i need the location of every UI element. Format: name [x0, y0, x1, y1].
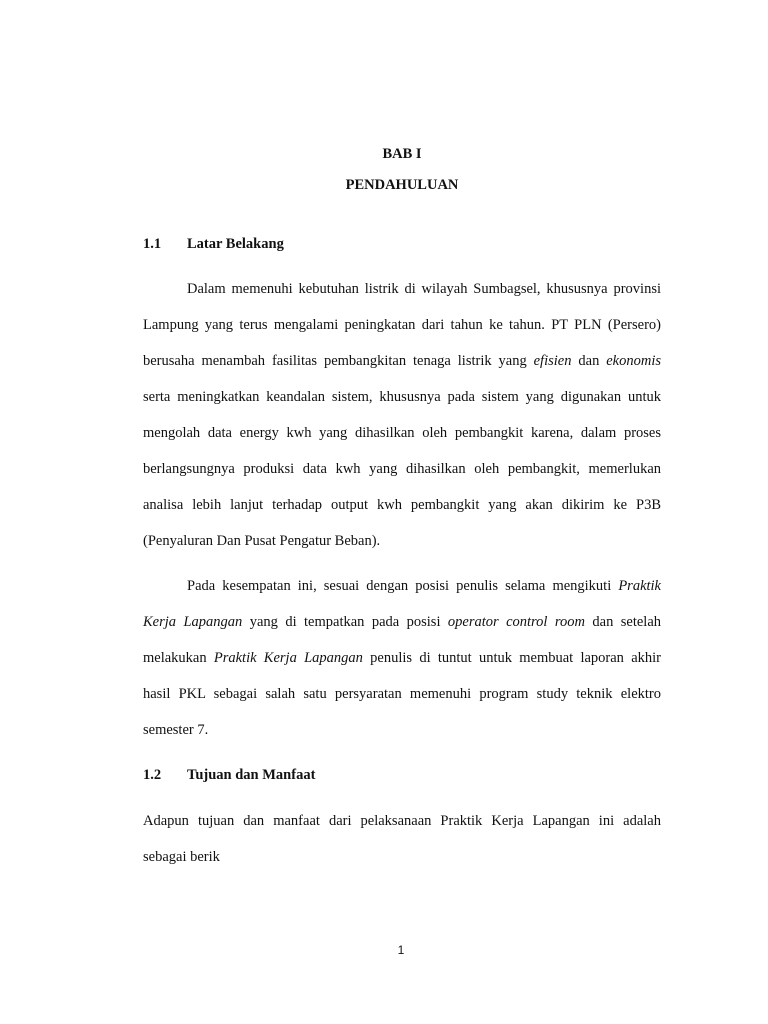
paragraph-tujuan: [143, 803, 661, 875]
text-line: Adapun tujuan dan manfaat dari pelaksanaan Praktik Kerja Lapangan ini adalah: [143, 813, 661, 829]
italic-term: ekonomis: [606, 353, 662, 369]
text-line: berusaha menambah fasilitas pembangkitan tenaga listrik yang efisien dan ekonomis: [143, 353, 662, 369]
section-title: Latar Belakang: [187, 236, 284, 252]
text-line: (Penyaluran Dan Pusat Pengatur Beban).: [143, 533, 381, 549]
text-line: berlangsungnya produksi data kwh yang dihasilkan oleh pembangkit, memerlukan: [143, 461, 661, 477]
text-line: mengolah data energy kwh yang dihasilkan oleh pembangkit karena, dalam proses: [143, 425, 661, 441]
paragraph-latar-belakang: [143, 271, 661, 559]
text-line: melakukan Praktik Kerja Lapangan penulis di tuntut untuk membuat laporan akhir: [143, 650, 661, 666]
italic-term: efisien: [533, 353, 572, 369]
page-number: 1: [397, 943, 405, 957]
text-line: Kerja Lapangan yang di tempatkan pada posisi operator control room dan setelah: [143, 614, 661, 630]
text-line: hasil PKL sebagai salah satu persyaratan memenuhi program study teknik elektro: [143, 686, 661, 702]
text-line: serta meningkatkan keandalan sistem, khususnya pada sistem yang digunakan untuk: [143, 389, 661, 405]
italic-term: Praktik Kerja Lapangan: [213, 650, 363, 666]
chapter-label: BAB I: [382, 146, 422, 162]
text-line: semester 7.: [143, 722, 209, 738]
section-number: 1.1: [143, 236, 162, 252]
italic-term: operator control room: [447, 614, 585, 630]
text-line: Lampung yang terus mengalami peningkatan dari tahun ke tahun. PT PLN (Persero): [143, 317, 661, 333]
paragraph-kesempatan: [143, 568, 661, 748]
text-line: analisa lebih lanjut terhadap output kwh pembangkit yang akan dikirim ke P3B: [143, 497, 661, 513]
italic-term: Praktik: [618, 578, 661, 594]
text-line: sebagai berik: [143, 849, 220, 865]
text-line: Dalam memenuhi kebutuhan listrik di wilayah Sumbagsel, khususnya provinsi: [187, 281, 661, 297]
chapter-title: PENDAHULUAN: [345, 177, 459, 193]
section-heading-1-2: [143, 767, 315, 784]
section-number: 1.2: [143, 767, 162, 783]
section-heading-1-1: [143, 236, 284, 253]
text-line: Pada kesempatan ini, sesuai dengan posisi penulis selama mengikuti Praktik: [187, 578, 661, 594]
section-title: Tujuan dan Manfaat: [187, 767, 316, 783]
italic-term: Kerja Lapangan: [143, 614, 243, 630]
